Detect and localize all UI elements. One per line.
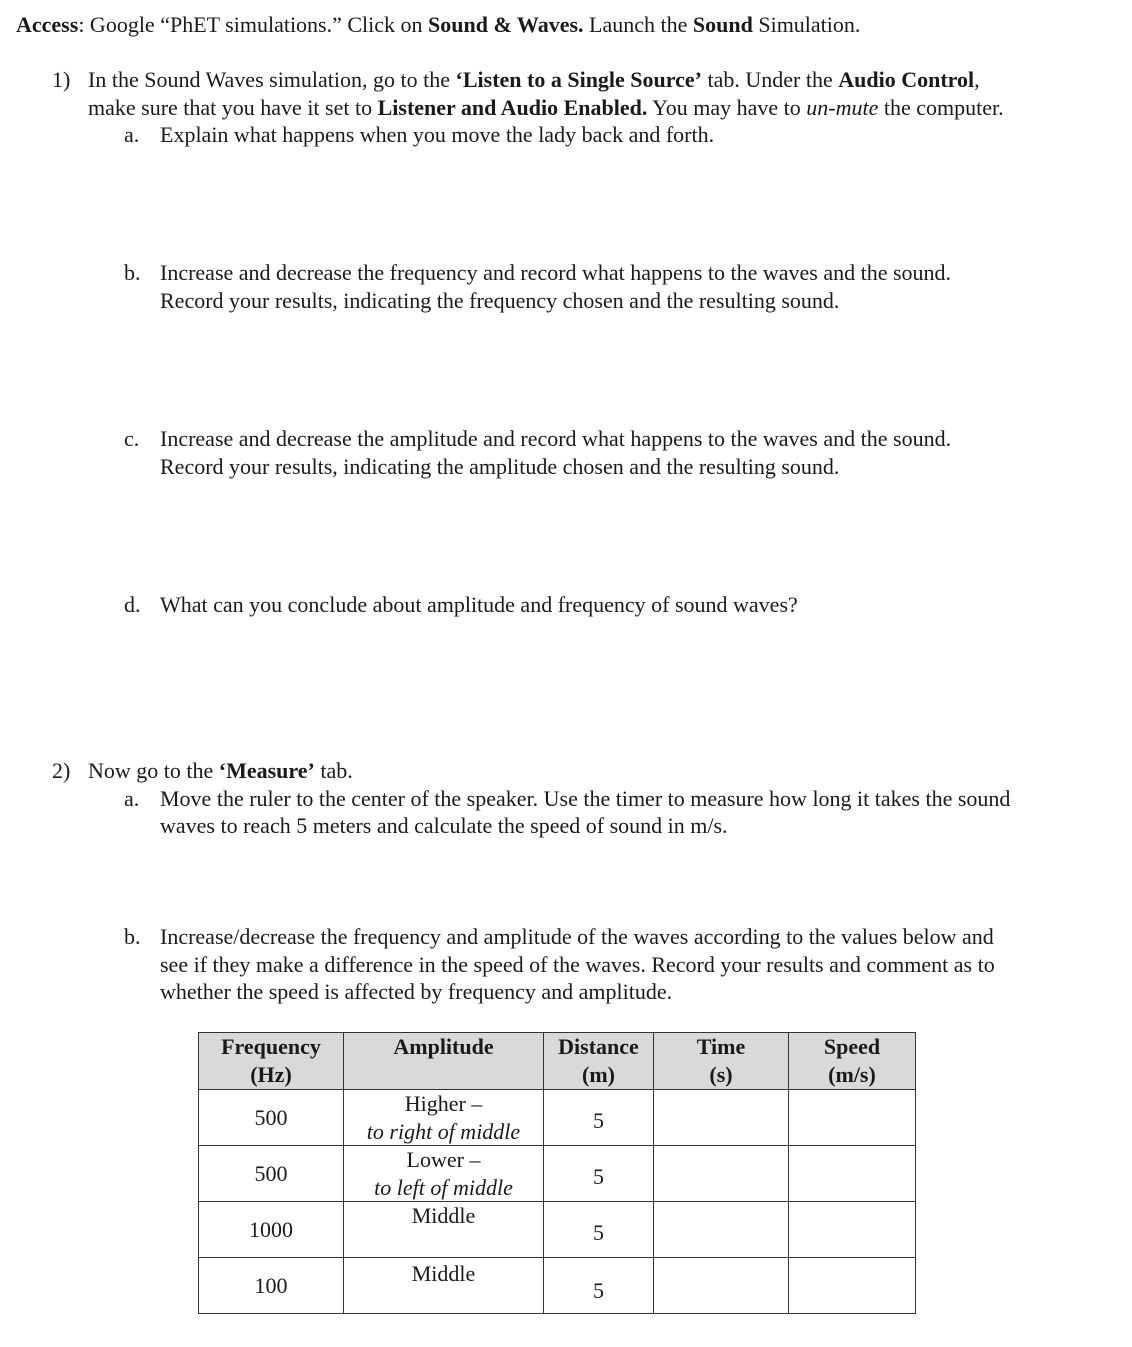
q1-line1-c: tab. Under the bbox=[702, 67, 839, 92]
header-speed-label: Speed bbox=[823, 1034, 881, 1059]
amplitude-value: Middle bbox=[411, 1261, 476, 1286]
cell-distance bbox=[544, 1090, 654, 1146]
q1-line2-c: You may have to bbox=[647, 95, 807, 120]
q2-intro-c: tab. bbox=[314, 758, 353, 783]
speed-value[interactable] bbox=[789, 1258, 915, 1313]
access-label: Access bbox=[16, 12, 79, 37]
cell-speed[interactable] bbox=[789, 1090, 916, 1146]
speed-value[interactable] bbox=[789, 1146, 915, 1201]
header-distance bbox=[544, 1033, 654, 1090]
q2a-line2: waves to reach 5 meters and calculate the speed of sound in m/s. bbox=[160, 813, 728, 838]
q1-line1 bbox=[88, 66, 980, 94]
header-distance-unit: (m) bbox=[582, 1062, 615, 1087]
table-row bbox=[199, 1090, 916, 1146]
frequency-value: 100 bbox=[254, 1272, 288, 1298]
header-amplitude bbox=[344, 1033, 544, 1090]
cell-distance bbox=[544, 1258, 654, 1314]
cell-amplitude bbox=[344, 1202, 544, 1258]
header-frequency-unit: (Hz) bbox=[250, 1062, 292, 1087]
q2-intro bbox=[88, 757, 353, 785]
access-bold-sound-waves: Sound & Waves. bbox=[428, 12, 584, 37]
q1-line1-e: , bbox=[974, 67, 980, 92]
q1b-line2: Record your results, indicating the frequency chosen and the resulting sound. bbox=[160, 288, 840, 313]
table-row bbox=[199, 1258, 916, 1314]
amplitude-value: Lower – bbox=[406, 1147, 481, 1172]
cell-amplitude bbox=[344, 1258, 544, 1314]
time-value[interactable] bbox=[654, 1090, 788, 1145]
access-text-after: Simulation. bbox=[752, 12, 861, 37]
cell-frequency bbox=[199, 1146, 344, 1202]
access-bold-sound: Sound bbox=[692, 12, 753, 37]
distance-value: 5 bbox=[593, 1277, 604, 1303]
q1-unmute: un-mute bbox=[806, 95, 879, 120]
header-speed bbox=[789, 1033, 916, 1090]
distance-value: 5 bbox=[593, 1163, 604, 1189]
cell-speed[interactable] bbox=[789, 1146, 916, 1202]
header-amplitude-label: Amplitude bbox=[393, 1034, 494, 1059]
cell-time[interactable] bbox=[654, 1090, 789, 1146]
q2a-line1: Move the ruler to the center of the speaker. Use the timer to measure how long it takes the sound bbox=[160, 786, 1011, 811]
q2b-line1: Increase/decrease the frequency and amplitude of the waves according to the values below and bbox=[160, 924, 994, 949]
header-time bbox=[654, 1033, 789, 1090]
q1-number: 1) bbox=[52, 67, 71, 92]
time-value[interactable] bbox=[654, 1202, 788, 1257]
q1-line2-a: make sure that you have it set to bbox=[88, 95, 378, 120]
speed-value[interactable] bbox=[789, 1090, 915, 1145]
q1-line2 bbox=[88, 94, 1004, 122]
q1-listener-enabled: Listener and Audio Enabled. bbox=[377, 95, 648, 120]
cell-time[interactable] bbox=[654, 1202, 789, 1258]
q2a-letter: a. bbox=[124, 786, 140, 811]
cell-frequency bbox=[199, 1258, 344, 1314]
q2-intro-a: Now go to the bbox=[88, 758, 219, 783]
header-distance-label: Distance bbox=[558, 1034, 639, 1059]
cell-time[interactable] bbox=[654, 1258, 789, 1314]
access-line bbox=[16, 11, 860, 39]
q2-number: 2) bbox=[52, 758, 71, 783]
q1-audio-control: Audio Control bbox=[838, 67, 975, 92]
header-frequency bbox=[199, 1033, 344, 1090]
amplitude-value: Higher – bbox=[404, 1091, 483, 1116]
amplitude-value: Middle bbox=[411, 1203, 476, 1228]
frequency-value: 500 bbox=[254, 1104, 288, 1130]
speed-value[interactable] bbox=[789, 1202, 915, 1257]
table-header-row bbox=[199, 1033, 916, 1090]
q2b-line3: whether the speed is affected by frequency and amplitude. bbox=[160, 979, 673, 1004]
access-text: : Google “PhET simulations.” Click on bbox=[78, 12, 429, 37]
q1b-line1: Increase and decrease the frequency and record what happens to the waves and the sound. bbox=[160, 260, 952, 285]
q1-tab-name: ‘Listen to a Single Source’ bbox=[455, 67, 702, 92]
q2b-letter: b. bbox=[124, 924, 141, 949]
cell-frequency bbox=[199, 1202, 344, 1258]
amplitude-note: to right of middle bbox=[366, 1119, 521, 1144]
header-time-unit: (s) bbox=[709, 1062, 733, 1087]
header-speed-unit: (m/s) bbox=[828, 1062, 876, 1087]
frequency-value: 500 bbox=[254, 1160, 288, 1186]
access-text-mid: Launch the bbox=[583, 12, 693, 37]
cell-distance bbox=[544, 1202, 654, 1258]
q1a-letter: a. bbox=[124, 122, 140, 147]
q1d-letter: d. bbox=[124, 592, 141, 617]
data-table bbox=[198, 1032, 916, 1314]
table-row bbox=[199, 1146, 916, 1202]
q2-measure-tab: ‘Measure’ bbox=[218, 758, 315, 783]
q1b-letter: b. bbox=[124, 260, 141, 285]
q1-line2-e: the computer. bbox=[878, 95, 1004, 120]
header-time-label: Time bbox=[696, 1034, 746, 1059]
cell-speed[interactable] bbox=[789, 1202, 916, 1258]
q1c-letter: c. bbox=[124, 426, 140, 451]
q1a-text: Explain what happens when you move the lady back and forth. bbox=[160, 122, 715, 147]
q1d-text: What can you conclude about amplitude and frequency of sound waves? bbox=[160, 592, 798, 617]
time-value[interactable] bbox=[654, 1258, 788, 1313]
q1-line1-a: In the Sound Waves simulation, go to the bbox=[88, 67, 456, 92]
distance-value: 5 bbox=[593, 1219, 604, 1245]
cell-time[interactable] bbox=[654, 1146, 789, 1202]
frequency-value: 1000 bbox=[249, 1216, 293, 1242]
cell-frequency bbox=[199, 1090, 344, 1146]
table-row bbox=[199, 1202, 916, 1258]
q1c-line1: Increase and decrease the amplitude and record what happens to the waves and the sound. bbox=[160, 426, 952, 451]
amplitude-note: to left of middle bbox=[374, 1175, 513, 1200]
cell-amplitude bbox=[344, 1146, 544, 1202]
distance-value: 5 bbox=[593, 1107, 604, 1133]
q1c-line2: Record your results, indicating the amplitude chosen and the resulting sound. bbox=[160, 454, 840, 479]
time-value[interactable] bbox=[654, 1146, 788, 1201]
cell-speed[interactable] bbox=[789, 1258, 916, 1314]
cell-distance bbox=[544, 1146, 654, 1202]
q2b-line2: see if they make a difference in the speed of the waves. Record your results and comment as to bbox=[160, 952, 995, 977]
header-frequency-label: Frequency bbox=[221, 1034, 321, 1059]
cell-amplitude bbox=[344, 1090, 544, 1146]
